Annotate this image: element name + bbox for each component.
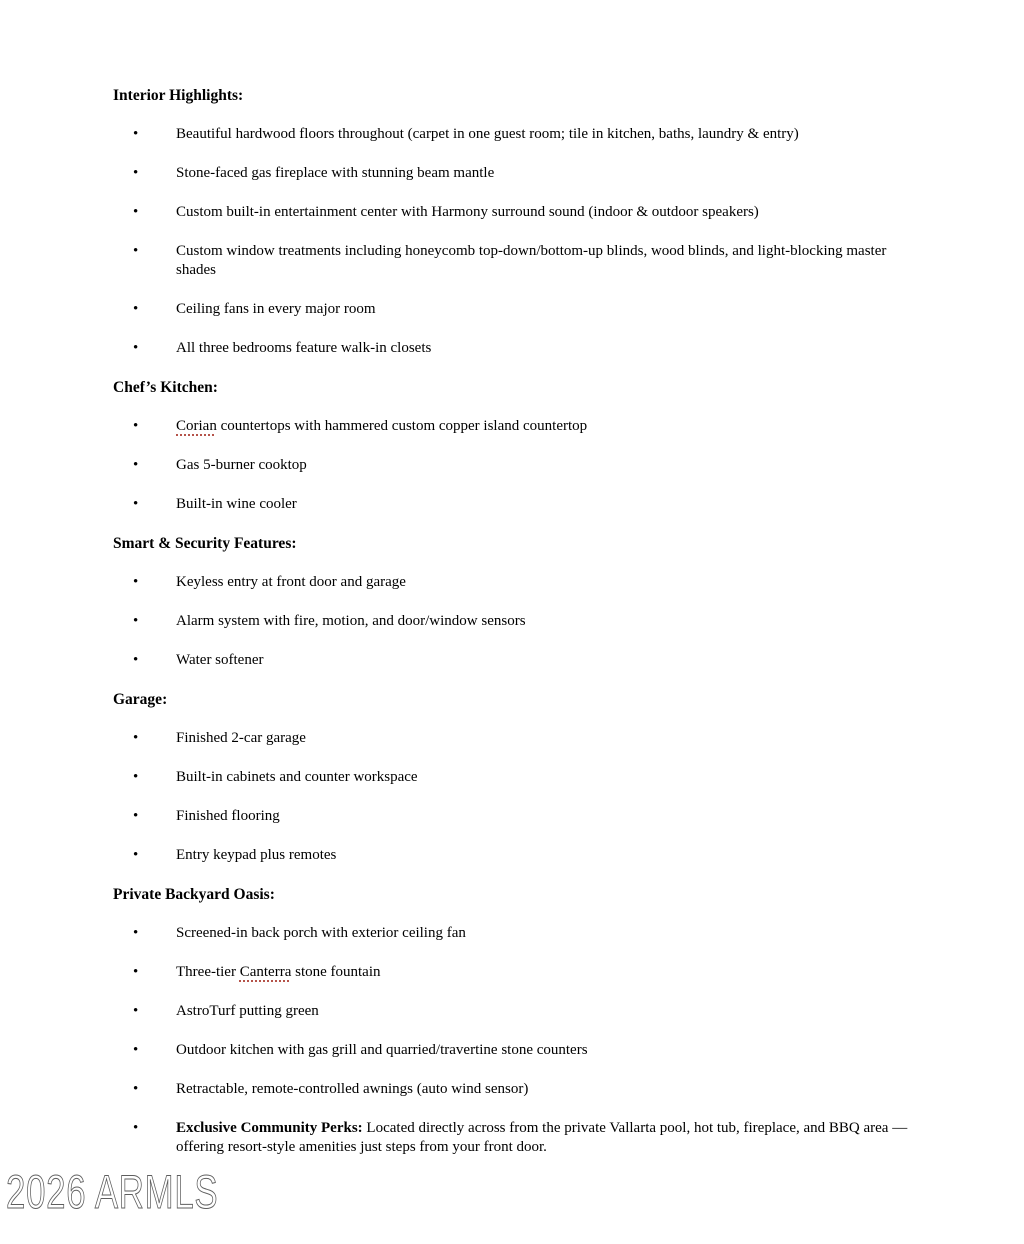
bullet-list-smart-security (113, 573, 916, 670)
bullet-icon: • (133, 1042, 139, 1058)
item-text: Beautiful hardwood floors throughout (carpet in one guest room; tile in kitchen, baths, laundry & entry) (176, 126, 799, 142)
bullet-icon: • (133, 808, 139, 824)
bullet-icon: • (133, 1081, 139, 1097)
misspelled-word: Canterra (239, 964, 292, 980)
list-item (113, 612, 916, 631)
item-text: Entry keypad plus remotes (176, 847, 337, 863)
item-text: Finished flooring (176, 808, 280, 824)
item-text: Keyless entry at front door and garage (176, 574, 406, 590)
list-item (113, 768, 916, 787)
item-text: Built-in wine cooler (176, 496, 297, 512)
section-heading-private-backyard-oasis: Private Backyard Oasis: (113, 886, 275, 903)
list-item (113, 1002, 916, 1021)
item-text: Gas 5-burner cooktop (176, 457, 307, 473)
bullet-icon: • (133, 243, 139, 259)
bullet-icon: • (133, 340, 139, 356)
bullet-icon: • (133, 418, 139, 434)
bullet-icon: • (133, 574, 139, 590)
bullet-icon: • (133, 165, 139, 181)
bullet-list-chefs-kitchen (113, 417, 916, 514)
list-item (113, 729, 916, 748)
bullet-icon: • (133, 126, 139, 142)
item-text: Custom window treatments including honeycomb top-down/bottom-up blinds, wood blinds, and light-blocking master shades (176, 243, 887, 278)
section-heading-garage: Garage: (113, 691, 168, 708)
bullet-icon: • (133, 964, 139, 980)
armls-watermark: 2026 ARMLS (6, 1165, 219, 1218)
list-item (113, 242, 916, 280)
item-text: Finished 2-car garage (176, 730, 306, 746)
document-page (113, 86, 916, 1177)
bullet-icon: • (133, 496, 139, 512)
bullet-icon: • (133, 204, 139, 220)
bullet-icon: • (133, 652, 139, 668)
bullet-icon: • (133, 769, 139, 785)
bullet-icon: • (133, 1120, 139, 1136)
bullet-icon: • (133, 1003, 139, 1019)
bullet-icon: • (133, 925, 139, 941)
item-text: Located directly across from the private Vallarta pool, hot tub, fireplace, and BBQ area — offering resort-style amenities just steps from your front door. (176, 1120, 908, 1155)
misspelled-word: Corian (176, 418, 217, 434)
list-item (113, 846, 916, 865)
item-text: AstroTurf putting green (176, 1003, 319, 1019)
item-text: Custom built-in entertainment center with Harmony surround sound (indoor & outdoor speakers) (176, 204, 759, 220)
list-item (113, 203, 916, 222)
list-item (113, 456, 916, 475)
section-heading-smart-security: Smart & Security Features: (113, 535, 297, 552)
list-item (113, 339, 916, 358)
item-text: Three-tier (176, 964, 240, 980)
list-item (113, 300, 916, 319)
item-text: Built-in cabinets and counter workspace (176, 769, 418, 785)
list-item (113, 1080, 916, 1099)
bullet-icon: • (133, 730, 139, 746)
list-item (113, 417, 916, 436)
bullet-list-garage (113, 729, 916, 865)
item-text: stone fountain (291, 964, 381, 980)
list-item (113, 164, 916, 183)
section-heading-chefs-kitchen: Chef’s Kitchen: (113, 379, 218, 396)
bullet-list-private-backyard-oasis (113, 924, 916, 1157)
item-text: Ceiling fans in every major room (176, 301, 376, 317)
list-item (113, 807, 916, 826)
item-text: Alarm system with fire, motion, and door/window sensors (176, 613, 526, 629)
bullet-icon: • (133, 613, 139, 629)
list-item (113, 125, 916, 144)
list-item (113, 924, 916, 943)
list-item (113, 495, 916, 514)
bullet-icon: • (133, 457, 139, 473)
bullet-list-interior-highlights (113, 125, 916, 358)
list-item (113, 1041, 916, 1060)
item-text: All three bedrooms feature walk-in closets (176, 340, 432, 356)
bullet-icon: • (133, 301, 139, 317)
list-item (113, 573, 916, 592)
list-item (113, 963, 916, 982)
list-item (113, 651, 916, 670)
list-item (113, 1119, 916, 1157)
item-bold-lead: Exclusive Community Perks: (176, 1120, 363, 1136)
item-text: Stone-faced gas fireplace with stunning beam mantle (176, 165, 495, 181)
item-text: Screened-in back porch with exterior ceiling fan (176, 925, 466, 941)
section-heading-interior-highlights: Interior Highlights: (113, 87, 244, 104)
item-text: Retractable, remote-controlled awnings (auto wind sensor) (176, 1081, 529, 1097)
item-text: Water softener (176, 652, 264, 668)
item-text: countertops with hammered custom copper island countertop (216, 418, 588, 434)
item-text: Outdoor kitchen with gas grill and quarried/travertine stone counters (176, 1042, 588, 1058)
bullet-icon: • (133, 847, 139, 863)
